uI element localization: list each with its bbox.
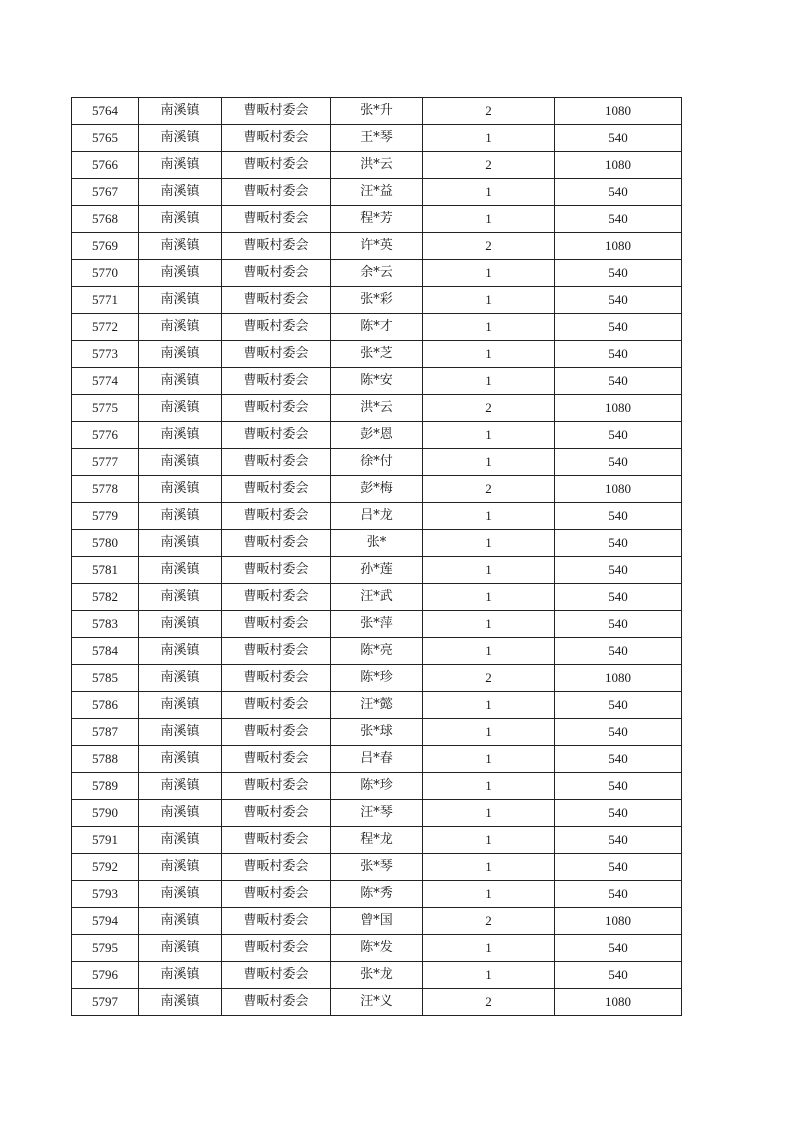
town-cell: 南溪镇	[139, 989, 222, 1016]
count-cell: 1	[423, 746, 555, 773]
count-cell: 2	[423, 989, 555, 1016]
village-committee-cell: 曹畈村委会	[222, 179, 331, 206]
amount-cell: 540	[555, 503, 682, 530]
amount-cell: 540	[555, 125, 682, 152]
row-number-cell: 5764	[72, 98, 139, 125]
amount-cell: 540	[555, 854, 682, 881]
table-row	[72, 881, 682, 908]
person-name-cell: 彭*恩	[331, 422, 423, 449]
count-cell: 1	[423, 611, 555, 638]
town-cell: 南溪镇	[139, 557, 222, 584]
row-number-cell: 5773	[72, 341, 139, 368]
person-name-cell: 张*彩	[331, 287, 423, 314]
table-row	[72, 773, 682, 800]
village-committee-cell: 曹畈村委会	[222, 827, 331, 854]
row-number-cell: 5794	[72, 908, 139, 935]
town-cell: 南溪镇	[139, 98, 222, 125]
count-cell: 1	[423, 881, 555, 908]
table-row	[72, 179, 682, 206]
table-row	[72, 152, 682, 179]
table-row	[72, 233, 682, 260]
table-row	[72, 908, 682, 935]
row-number-cell: 5765	[72, 125, 139, 152]
count-cell: 1	[423, 179, 555, 206]
count-cell: 1	[423, 449, 555, 476]
count-cell: 1	[423, 125, 555, 152]
table-row	[72, 368, 682, 395]
amount-cell: 540	[555, 800, 682, 827]
town-cell: 南溪镇	[139, 935, 222, 962]
village-committee-cell: 曹畈村委会	[222, 881, 331, 908]
person-name-cell: 张*	[331, 530, 423, 557]
data-table	[71, 97, 682, 1016]
town-cell: 南溪镇	[139, 260, 222, 287]
town-cell: 南溪镇	[139, 476, 222, 503]
table-row	[72, 422, 682, 449]
count-cell: 1	[423, 962, 555, 989]
row-number-cell: 5796	[72, 962, 139, 989]
town-cell: 南溪镇	[139, 341, 222, 368]
town-cell: 南溪镇	[139, 179, 222, 206]
row-number-cell: 5793	[72, 881, 139, 908]
village-committee-cell: 曹畈村委会	[222, 746, 331, 773]
person-name-cell: 张*龙	[331, 962, 423, 989]
row-number-cell: 5776	[72, 422, 139, 449]
amount-cell: 1080	[555, 665, 682, 692]
person-name-cell: 吕*春	[331, 746, 423, 773]
town-cell: 南溪镇	[139, 206, 222, 233]
town-cell: 南溪镇	[139, 638, 222, 665]
table-row	[72, 719, 682, 746]
town-cell: 南溪镇	[139, 881, 222, 908]
village-committee-cell: 曹畈村委会	[222, 314, 331, 341]
amount-cell: 540	[555, 692, 682, 719]
village-committee-cell: 曹畈村委会	[222, 908, 331, 935]
table-row	[72, 449, 682, 476]
count-cell: 1	[423, 557, 555, 584]
row-number-cell: 5771	[72, 287, 139, 314]
table-row	[72, 989, 682, 1016]
amount-cell: 1080	[555, 476, 682, 503]
town-cell: 南溪镇	[139, 692, 222, 719]
person-name-cell: 孙*莲	[331, 557, 423, 584]
village-committee-cell: 曹畈村委会	[222, 422, 331, 449]
row-number-cell: 5780	[72, 530, 139, 557]
amount-cell: 540	[555, 530, 682, 557]
count-cell: 1	[423, 287, 555, 314]
person-name-cell: 曾*国	[331, 908, 423, 935]
person-name-cell: 彭*梅	[331, 476, 423, 503]
amount-cell: 540	[555, 773, 682, 800]
table-row	[72, 935, 682, 962]
amount-cell: 1080	[555, 98, 682, 125]
town-cell: 南溪镇	[139, 665, 222, 692]
row-number-cell: 5790	[72, 800, 139, 827]
person-name-cell: 徐*付	[331, 449, 423, 476]
table-row	[72, 530, 682, 557]
village-committee-cell: 曹畈村委会	[222, 665, 331, 692]
row-number-cell: 5766	[72, 152, 139, 179]
village-committee-cell: 曹畈村委会	[222, 962, 331, 989]
town-cell: 南溪镇	[139, 395, 222, 422]
count-cell: 2	[423, 665, 555, 692]
table-row	[72, 557, 682, 584]
village-committee-cell: 曹畈村委会	[222, 854, 331, 881]
count-cell: 1	[423, 314, 555, 341]
amount-cell: 540	[555, 287, 682, 314]
village-committee-cell: 曹畈村委会	[222, 368, 331, 395]
town-cell: 南溪镇	[139, 152, 222, 179]
row-number-cell: 5774	[72, 368, 139, 395]
village-committee-cell: 曹畈村委会	[222, 449, 331, 476]
amount-cell: 540	[555, 422, 682, 449]
table-row	[72, 395, 682, 422]
count-cell: 1	[423, 854, 555, 881]
table-row	[72, 98, 682, 125]
row-number-cell: 5772	[72, 314, 139, 341]
town-cell: 南溪镇	[139, 449, 222, 476]
village-committee-cell: 曹畈村委会	[222, 800, 331, 827]
amount-cell: 540	[555, 206, 682, 233]
town-cell: 南溪镇	[139, 368, 222, 395]
amount-cell: 540	[555, 638, 682, 665]
person-name-cell: 程*芳	[331, 206, 423, 233]
amount-cell: 1080	[555, 395, 682, 422]
village-committee-cell: 曹畈村委会	[222, 530, 331, 557]
village-committee-cell: 曹畈村委会	[222, 206, 331, 233]
village-committee-cell: 曹畈村委会	[222, 287, 331, 314]
row-number-cell: 5783	[72, 611, 139, 638]
table-row	[72, 854, 682, 881]
town-cell: 南溪镇	[139, 287, 222, 314]
row-number-cell: 5788	[72, 746, 139, 773]
village-committee-cell: 曹畈村委会	[222, 692, 331, 719]
town-cell: 南溪镇	[139, 233, 222, 260]
table-row	[72, 314, 682, 341]
village-committee-cell: 曹畈村委会	[222, 719, 331, 746]
count-cell: 1	[423, 530, 555, 557]
person-name-cell: 汪*义	[331, 989, 423, 1016]
person-name-cell: 陈*安	[331, 368, 423, 395]
town-cell: 南溪镇	[139, 125, 222, 152]
village-committee-cell: 曹畈村委会	[222, 260, 331, 287]
count-cell: 1	[423, 827, 555, 854]
table-body	[72, 98, 682, 1016]
town-cell: 南溪镇	[139, 611, 222, 638]
person-name-cell: 汪*武	[331, 584, 423, 611]
town-cell: 南溪镇	[139, 746, 222, 773]
table-row	[72, 206, 682, 233]
person-name-cell: 陈*珍	[331, 773, 423, 800]
person-name-cell: 张*升	[331, 98, 423, 125]
amount-cell: 540	[555, 584, 682, 611]
village-committee-cell: 曹畈村委会	[222, 98, 331, 125]
count-cell: 1	[423, 638, 555, 665]
count-cell: 1	[423, 341, 555, 368]
person-name-cell: 洪*云	[331, 395, 423, 422]
table-row	[72, 962, 682, 989]
town-cell: 南溪镇	[139, 854, 222, 881]
count-cell: 2	[423, 908, 555, 935]
person-name-cell: 陈*珍	[331, 665, 423, 692]
table-row	[72, 611, 682, 638]
count-cell: 1	[423, 692, 555, 719]
person-name-cell: 王*琴	[331, 125, 423, 152]
row-number-cell: 5779	[72, 503, 139, 530]
data-table-container	[71, 97, 682, 1016]
row-number-cell: 5785	[72, 665, 139, 692]
person-name-cell: 汪*琴	[331, 800, 423, 827]
person-name-cell: 余*云	[331, 260, 423, 287]
town-cell: 南溪镇	[139, 503, 222, 530]
town-cell: 南溪镇	[139, 962, 222, 989]
village-committee-cell: 曹畈村委会	[222, 395, 331, 422]
village-committee-cell: 曹畈村委会	[222, 935, 331, 962]
row-number-cell: 5791	[72, 827, 139, 854]
table-row	[72, 827, 682, 854]
amount-cell: 540	[555, 341, 682, 368]
town-cell: 南溪镇	[139, 800, 222, 827]
village-committee-cell: 曹畈村委会	[222, 638, 331, 665]
amount-cell: 540	[555, 827, 682, 854]
person-name-cell: 陈*才	[331, 314, 423, 341]
person-name-cell: 吕*龙	[331, 503, 423, 530]
table-row	[72, 287, 682, 314]
village-committee-cell: 曹畈村委会	[222, 341, 331, 368]
person-name-cell: 汪*益	[331, 179, 423, 206]
row-number-cell: 5768	[72, 206, 139, 233]
row-number-cell: 5770	[72, 260, 139, 287]
village-committee-cell: 曹畈村委会	[222, 773, 331, 800]
person-name-cell: 张*球	[331, 719, 423, 746]
table-row	[72, 692, 682, 719]
village-committee-cell: 曹畈村委会	[222, 125, 331, 152]
row-number-cell: 5784	[72, 638, 139, 665]
count-cell: 1	[423, 935, 555, 962]
count-cell: 1	[423, 800, 555, 827]
table-row	[72, 746, 682, 773]
town-cell: 南溪镇	[139, 827, 222, 854]
town-cell: 南溪镇	[139, 719, 222, 746]
row-number-cell: 5778	[72, 476, 139, 503]
table-row	[72, 260, 682, 287]
row-number-cell: 5775	[72, 395, 139, 422]
table-row	[72, 665, 682, 692]
town-cell: 南溪镇	[139, 530, 222, 557]
row-number-cell: 5767	[72, 179, 139, 206]
amount-cell: 540	[555, 719, 682, 746]
village-committee-cell: 曹畈村委会	[222, 152, 331, 179]
count-cell: 1	[423, 773, 555, 800]
row-number-cell: 5777	[72, 449, 139, 476]
amount-cell: 540	[555, 881, 682, 908]
row-number-cell: 5797	[72, 989, 139, 1016]
amount-cell: 540	[555, 449, 682, 476]
person-name-cell: 张*萍	[331, 611, 423, 638]
amount-cell: 540	[555, 557, 682, 584]
person-name-cell: 汪*懿	[331, 692, 423, 719]
person-name-cell: 程*龙	[331, 827, 423, 854]
amount-cell: 540	[555, 935, 682, 962]
town-cell: 南溪镇	[139, 908, 222, 935]
table-row	[72, 125, 682, 152]
town-cell: 南溪镇	[139, 584, 222, 611]
amount-cell: 1080	[555, 908, 682, 935]
amount-cell: 540	[555, 611, 682, 638]
village-committee-cell: 曹畈村委会	[222, 989, 331, 1016]
person-name-cell: 陈*亮	[331, 638, 423, 665]
row-number-cell: 5792	[72, 854, 139, 881]
town-cell: 南溪镇	[139, 314, 222, 341]
count-cell: 1	[423, 206, 555, 233]
person-name-cell: 张*芝	[331, 341, 423, 368]
amount-cell: 540	[555, 368, 682, 395]
table-row	[72, 584, 682, 611]
table-row	[72, 503, 682, 530]
count-cell: 2	[423, 152, 555, 179]
village-committee-cell: 曹畈村委会	[222, 584, 331, 611]
village-committee-cell: 曹畈村委会	[222, 611, 331, 638]
row-number-cell: 5789	[72, 773, 139, 800]
count-cell: 1	[423, 422, 555, 449]
village-committee-cell: 曹畈村委会	[222, 557, 331, 584]
town-cell: 南溪镇	[139, 773, 222, 800]
amount-cell: 540	[555, 260, 682, 287]
table-row	[72, 476, 682, 503]
count-cell: 1	[423, 719, 555, 746]
village-committee-cell: 曹畈村委会	[222, 503, 331, 530]
count-cell: 1	[423, 260, 555, 287]
count-cell: 2	[423, 98, 555, 125]
row-number-cell: 5781	[72, 557, 139, 584]
row-number-cell: 5782	[72, 584, 139, 611]
amount-cell: 1080	[555, 152, 682, 179]
person-name-cell: 许*英	[331, 233, 423, 260]
table-row	[72, 341, 682, 368]
row-number-cell: 5769	[72, 233, 139, 260]
town-cell: 南溪镇	[139, 422, 222, 449]
table-row	[72, 800, 682, 827]
count-cell: 2	[423, 395, 555, 422]
person-name-cell: 张*琴	[331, 854, 423, 881]
count-cell: 1	[423, 584, 555, 611]
count-cell: 1	[423, 368, 555, 395]
person-name-cell: 洪*云	[331, 152, 423, 179]
amount-cell: 540	[555, 179, 682, 206]
person-name-cell: 陈*发	[331, 935, 423, 962]
count-cell: 2	[423, 476, 555, 503]
amount-cell: 1080	[555, 989, 682, 1016]
row-number-cell: 5786	[72, 692, 139, 719]
person-name-cell: 陈*秀	[331, 881, 423, 908]
table-row	[72, 638, 682, 665]
count-cell: 2	[423, 233, 555, 260]
count-cell: 1	[423, 503, 555, 530]
amount-cell: 1080	[555, 233, 682, 260]
village-committee-cell: 曹畈村委会	[222, 233, 331, 260]
amount-cell: 540	[555, 962, 682, 989]
amount-cell: 540	[555, 746, 682, 773]
row-number-cell: 5795	[72, 935, 139, 962]
village-committee-cell: 曹畈村委会	[222, 476, 331, 503]
row-number-cell: 5787	[72, 719, 139, 746]
amount-cell: 540	[555, 314, 682, 341]
